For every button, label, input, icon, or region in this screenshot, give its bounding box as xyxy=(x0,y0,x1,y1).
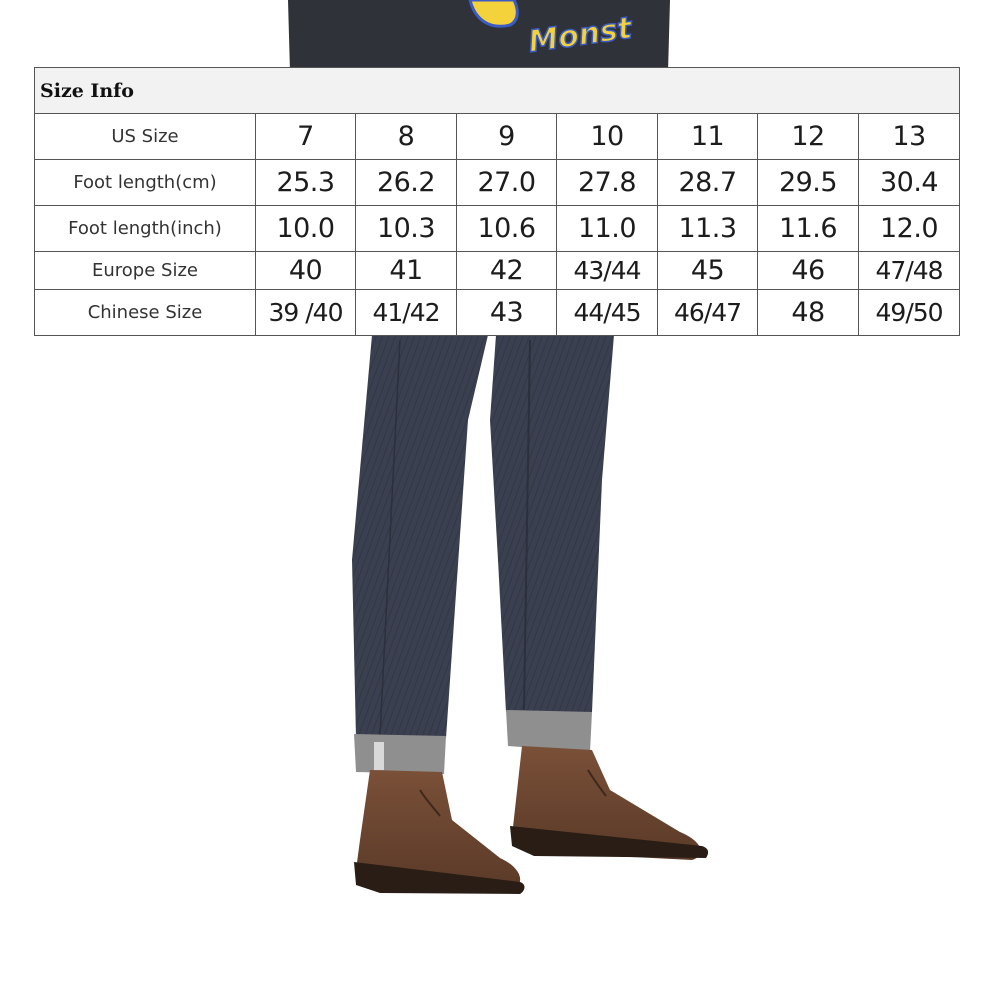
table-cell: 10.3 xyxy=(356,206,457,252)
row-label: Europe Size xyxy=(35,252,256,290)
table-cell: 25.3 xyxy=(256,160,356,206)
table-cell: 44/45 xyxy=(557,290,658,336)
table-cell: 10 xyxy=(557,114,658,160)
table-row-us-size xyxy=(35,114,960,160)
row-label: US Size xyxy=(35,114,256,160)
left-boot xyxy=(354,770,525,894)
right-boot xyxy=(510,746,708,860)
table-cell: 13 xyxy=(859,114,960,160)
table-cell: 8 xyxy=(356,114,457,160)
table-cell: 45 xyxy=(658,252,758,290)
table-cell: 43/44 xyxy=(557,252,658,290)
row-label: Chinese Size xyxy=(35,290,256,336)
row-label: Foot length(cm) xyxy=(35,160,256,206)
table-cell: 47/48 xyxy=(859,252,960,290)
table-cell: 43 xyxy=(457,290,557,336)
table-cell: 10.6 xyxy=(457,206,557,252)
table-cell: 28.7 xyxy=(658,160,758,206)
table-row-foot-length-inch xyxy=(35,206,960,252)
table-cell: 41 xyxy=(356,252,457,290)
table-cell: 29.5 xyxy=(758,160,859,206)
table-cell: 26.2 xyxy=(356,160,457,206)
jeans xyxy=(352,335,614,738)
table-cell: 49/50 xyxy=(859,290,960,336)
table-cell: 41/42 xyxy=(356,290,457,336)
table-cell: 11.0 xyxy=(557,206,658,252)
row-label: Foot length(inch) xyxy=(35,206,256,252)
table-cell: 46 xyxy=(758,252,859,290)
table-row-foot-length-cm xyxy=(35,160,960,206)
table-cell: 11 xyxy=(658,114,758,160)
table-cell: 30.4 xyxy=(859,160,960,206)
table-cell: 11.3 xyxy=(658,206,758,252)
shirt-graphic-text: Monst xyxy=(526,10,635,60)
table-cell: 10.0 xyxy=(256,206,356,252)
table-cell: 12 xyxy=(758,114,859,160)
table-row-europe-size xyxy=(35,252,960,290)
table-cell: 40 xyxy=(256,252,356,290)
table-cell: 42 xyxy=(457,252,557,290)
table-cell: 39 /40 xyxy=(256,290,356,336)
table-row-chinese-size xyxy=(35,290,960,336)
table-title-row xyxy=(35,68,960,114)
table-cell: 46/47 xyxy=(658,290,758,336)
table-cell: 11.6 xyxy=(758,206,859,252)
table-cell: 48 xyxy=(758,290,859,336)
table-cell: 9 xyxy=(457,114,557,160)
table-cell: 27.8 xyxy=(557,160,658,206)
size-info-table xyxy=(34,67,960,336)
table-title: Size Info xyxy=(35,68,960,114)
table-cell: 7 xyxy=(256,114,356,160)
table-cell: 27.0 xyxy=(457,160,557,206)
table-cell: 12.0 xyxy=(859,206,960,252)
